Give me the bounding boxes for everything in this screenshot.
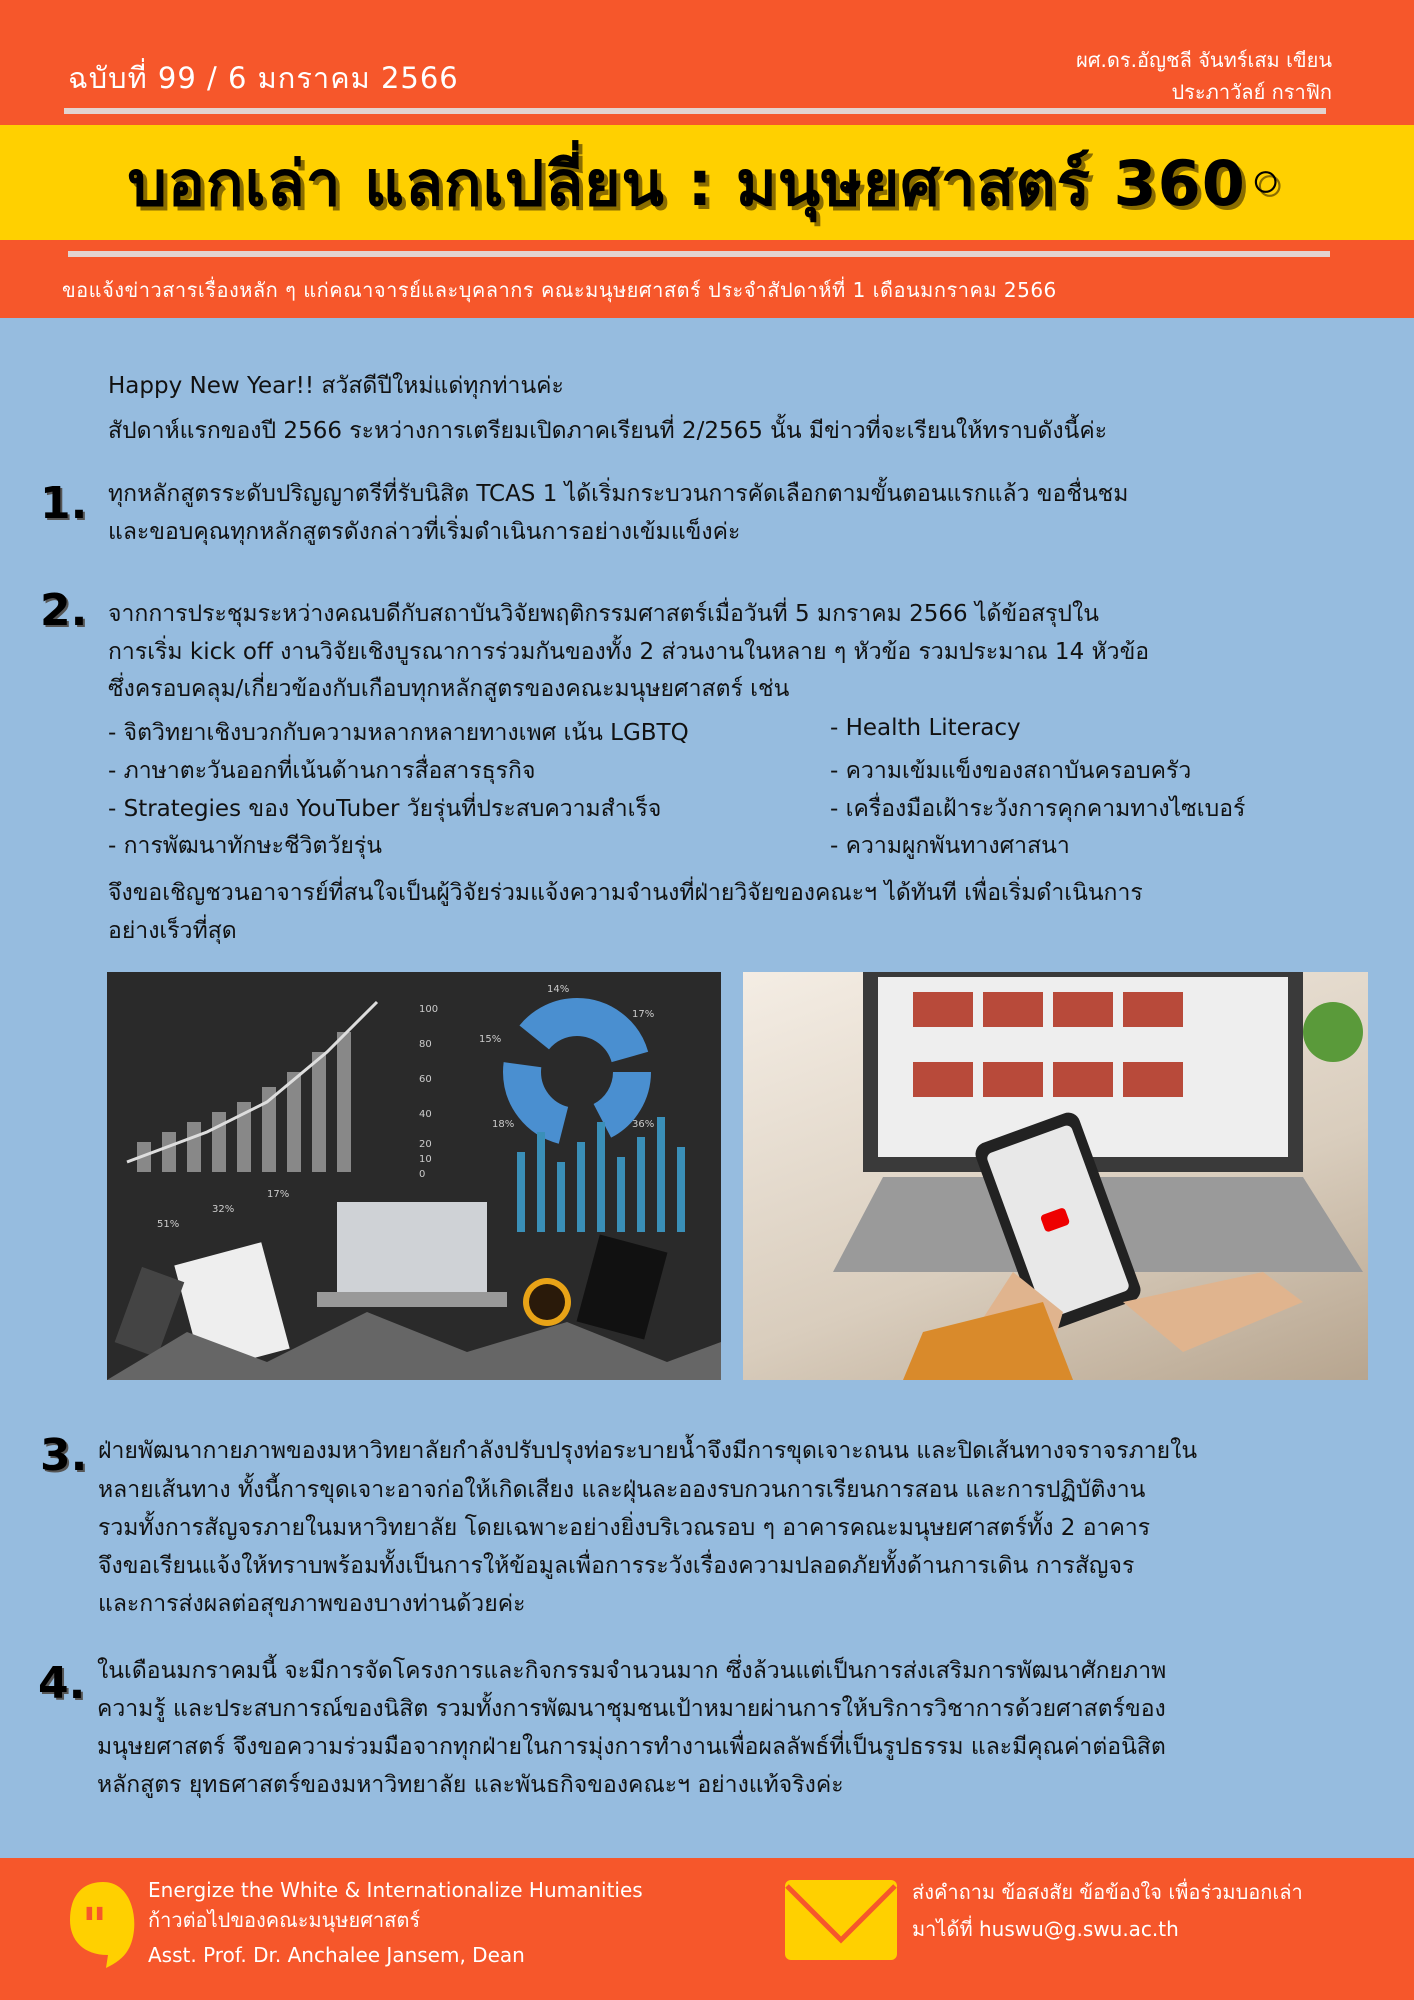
svg-text:36%: 36% [632, 1119, 655, 1130]
topic-item: - เครื่องมือเฝ้าระวังการคุกคามทางไซเบอร์ [830, 796, 1246, 822]
svg-text:14%: 14% [547, 984, 570, 995]
divider [64, 108, 1326, 114]
item-line: ในเดือนมกราคมนี้ จะมีการจัดโครงการและกิจกรรมจำนวนมาก ซึ่งล้วนแต่เป็นการส่งเสริมการพัฒนาศักยภาพ [97, 1658, 1167, 1684]
topic-item: - จิตวิทยาเชิงบวกกับความหลากหลายทางเพศ เน้น LGBTQ [108, 720, 689, 746]
topic-item: - ความเข้มแข็งของสถาบันครอบครัว [830, 758, 1192, 784]
item-line: ทุกหลักสูตรระดับปริญญาตรีที่รับนิสิต TCAS 1 ได้เริ่มกระบวนการคัดเลือกตามขั้นตอนแรกแล้ว ขอชื่นชม [108, 481, 1129, 507]
svg-text:17%: 17% [267, 1189, 290, 1200]
intro-line: สัปดาห์แรกของปี 2566 ระหว่างการเตรียมเปิดภาคเรียนที่ 2/2565 นั้น มีข่าวที่จะเรียนให้ทราบดังนี้ค่ะ [108, 418, 1108, 444]
credits [1076, 44, 1332, 108]
item-number: 1. [40, 478, 88, 529]
contact-email[interactable]: มาได้ที่ huswu@g.swu.ac.th [912, 1917, 1179, 1941]
footer-slogan: Energize the White & Internationalize Humanities [148, 1878, 643, 1902]
axis-label: 60 [419, 1074, 432, 1085]
contact-text: ส่งคำถาม ข้อสงสัย ข้อข้องใจ เพื่อร่วมบอกเล่า [912, 1880, 1303, 1904]
author-credit: ผศ.ดร.อัญชลี จันทร์เสม เขียน [1076, 48, 1332, 72]
subtitle: ขอแจ้งข่าวสารเรื่องหลัก ๆ แก่คณาจารย์และบุคลากร คณะมนุษยศาสตร์ ประจำสัปดาห์ที่ 1 เดือนมกราคม 2566 [62, 278, 1057, 302]
svg-text:18%: 18% [492, 1119, 515, 1130]
svg-text:": " [82, 1898, 108, 1954]
item-line: หลายเส้นทาง ทั้งนี้การขุดเจาะอาจก่อให้เกิดเสียง และฝุ่นละอองรบกวนการเรียนการสอน และการปฏิบัติงาน [98, 1477, 1146, 1503]
intro-line: Happy New Year!! สวัสดีปีใหม่แด่ทุกท่านค่ะ [108, 373, 564, 399]
axis-label: 40 [419, 1109, 432, 1120]
item-number: 2. [40, 585, 88, 636]
svg-text:51%: 51% [157, 1219, 180, 1230]
item-line: และการส่งผลต่อสุขภาพของบางท่านด้วยค่ะ [98, 1591, 526, 1617]
topic-item: - Health Literacy [830, 715, 1021, 741]
graphic-credit: ประภาวัลย์ กราฟิก [1171, 80, 1332, 104]
item-line: จากการประชุมระหว่างคณบดีกับสถาบันวิจัยพฤติกรรมศาสตร์เมื่อวันที่ 5 มกราคม 2566 ได้ข้อสรุปใน [108, 601, 1099, 627]
axis-label: 0 [419, 1169, 426, 1180]
item-line: การเริ่ม kick off งานวิจัยเชิงบูรณาการร่วมกันของทั้ง 2 ส่วนงานในหลาย ๆ หัวข้อ รวมประมาณ 14 หัวข้อ [108, 639, 1150, 665]
svg-text:15%: 15% [479, 1034, 502, 1045]
item-line: จึงขอเชิญชวนอาจารย์ที่สนใจเป็นผู้วิจัยร่วมแจ้งความจำนงที่ฝ่ายวิจัยของคณะฯ ได้ทันที เพื่อเริ่มดำเนินการ [108, 880, 1143, 906]
item-line: อย่างเร็วที่สุด [108, 918, 237, 944]
item-line: จึงขอเรียนแจ้งให้ทราบพร้อมทั้งเป็นการให้ข้อมูลเพื่อการระวังเรื่องความปลอดภัยทั้งด้านการเดิน การสัญจร [98, 1553, 1135, 1579]
footer-dean: Asst. Prof. Dr. Anchalee Jansem, Dean [148, 1943, 525, 1967]
topic-item: - ภาษาตะวันออกที่เน้นด้านการสื่อสารธุรกิจ [108, 758, 536, 784]
axis-label: 80 [419, 1039, 432, 1050]
axis-label: 20 [419, 1139, 432, 1150]
item-line: หลักสูตร ยุทธศาสตร์ของมหาวิทยาลัย และพันธกิจของคณะฯ อย่างแท้จริงค่ะ [97, 1772, 844, 1798]
item-number: 3. [40, 1430, 88, 1481]
item-line: และขอบคุณทุกหลักสูตรดังกล่าวที่เริ่มดำเนินการอย่างเข้มแข็งค่ะ [108, 519, 741, 545]
topic-item: - ความผูกพันทางศาสนา [830, 833, 1070, 859]
laptop-phone-illustration [743, 972, 1368, 1380]
axis-label: 10 [419, 1154, 432, 1165]
divider [68, 251, 1330, 257]
item-line: รวมทั้งการสัญจรภายในมหาวิทยาลัย โดยเฉพาะอย่างยิ่งบริเวณรอบ ๆ อาคารคณะมนุษยศาสตร์ทั้ง 2 อาคาร [98, 1515, 1151, 1541]
footer-slogan-th: ก้าวต่อไปของคณะมนุษยศาสตร์ [148, 1908, 421, 1932]
analytics-photo [107, 972, 721, 1380]
item-line: มนุษยศาสตร์ จึงขอความร่วมมือจากทุกฝ่ายในการมุ่งการทำงานเพื่อผลลัพธ์ที่เป็นรูปธรรม และมีคุณค่าต่อนิสิต [97, 1734, 1166, 1760]
item-line: ฝ่ายพัฒนากายภาพของมหาวิทยาลัยกำลังปรับปรุงท่อระบายน้ำจึงมีการขุดเจาะถนน และปิดเส้นทางจราจรภายใน [98, 1438, 1198, 1464]
svg-text:17%: 17% [632, 1009, 655, 1020]
mail-icon[interactable] [785, 1880, 897, 1960]
item-line: ความรู้ และประสบการณ์ของนิสิต รวมทั้งการพัฒนาชุมชนเป้าหมายผ่านการให้บริการวิชาการด้วยศาสตร์ของ [97, 1696, 1166, 1722]
page-title: บอกเล่า แลกเปลี่ยน : มนุษยศาสตร์ 360◦ [127, 147, 1287, 220]
item-number: 4. [38, 1658, 86, 1709]
item-line: ซึ่งครอบคลุม/เกี่ยวข้องกับเกือบทุกหลักสูตรของคณะมนุษยศาสตร์ เช่น [108, 676, 790, 702]
quote-icon [68, 1880, 138, 1970]
svg-text:32%: 32% [212, 1204, 235, 1215]
axis-label: 100 [419, 1004, 439, 1015]
topic-item: - Strategies ของ YouTuber วัยรุ่นที่ประสบความสำเร็จ [108, 796, 662, 822]
topic-item: - การพัฒนาทักษะชีวิตวัยรุ่น [108, 833, 382, 859]
issue-label: ฉบับที่ 99 / 6 มกราคม 2566 [68, 61, 459, 95]
youtube-phone-photo [743, 972, 1368, 1380]
chalkboard-chart-illustration [107, 972, 721, 1380]
